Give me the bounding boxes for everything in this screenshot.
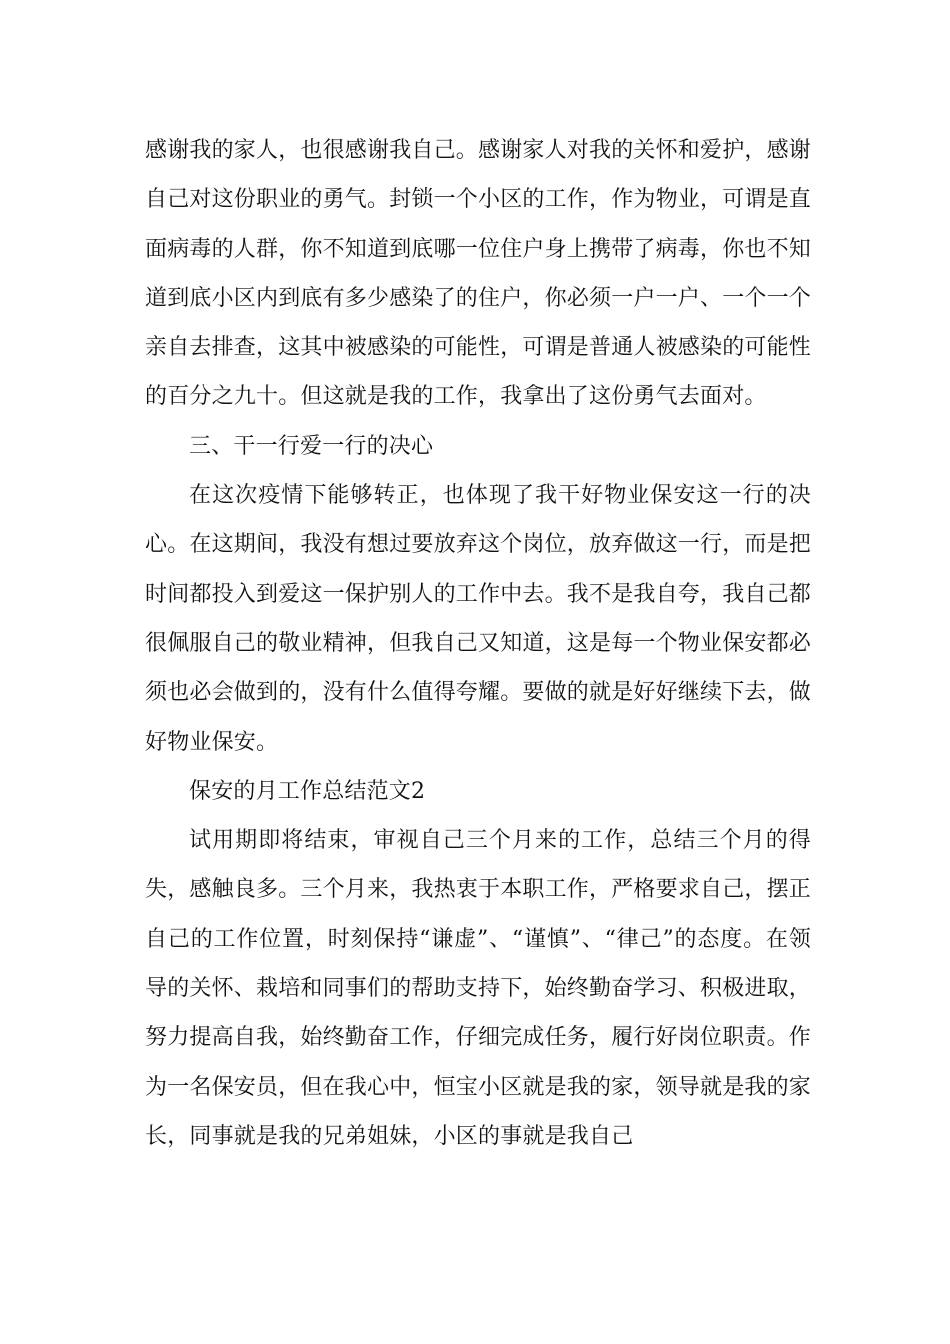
document-body [145, 126, 811, 1161]
paragraph: 在这次疫情下能够转正，也体现了我干好物业保安这一行的决心。在这期间，我没有想过要放弃这个岗位，放弃做这一行，而是把时间都投入到爱这一保护别人的工作中去。我不是我自夸，我自己都很佩服自己的敬业精神，但我自己又知道，这是每一个物业保安都必须也必会做到的，没有什么值得夸耀。要做的就是好好继续下去，做好物业保安。 [145, 483, 812, 755]
paragraph: 试用期即将结束，审视自己三个月来的工作，总结三个月的得失，感触良多。三个月来，我热衷于本职工作，严格要求自己，摆正自己的工作位置，时刻保持“谦虚”、“谨慎”、“律己”的态度。在领导的关怀、栽培和同事们的帮助支持下，始终勤奋学习、积极进取，努力提高自我，始终勤奋工作，仔细完成任务，履行好岗位职责。作为一名保安员，但在我心中，恒宝小区就是我的家，领导就是我的家长，同事就是我的兄弟姐妹，小区的事就是我自己 [145, 828, 812, 1149]
article-title: 保安的月工作总结范文2 [189, 778, 426, 804]
paragraph-continued: 感谢我的家人，也很感谢我自己。感谢家人对我的关怀和爱护，感谢自己对这份职业的勇气。封锁一个小区的工作，作为物业，可谓是直面病毒的人群，你不知道到底哪一位住户身上携带了病毒，你也不知道到底小区内到底有多少感染了的住户，你必须一户一户、一个一个亲自去排查，这其中被感染的可能性，可谓是普通人被感染的可能性的百分之九十。但这就是我的工作，我拿出了这份勇气去面对。 [145, 138, 812, 410]
section-heading: 三、干一行爱一行的决心 [189, 433, 434, 459]
